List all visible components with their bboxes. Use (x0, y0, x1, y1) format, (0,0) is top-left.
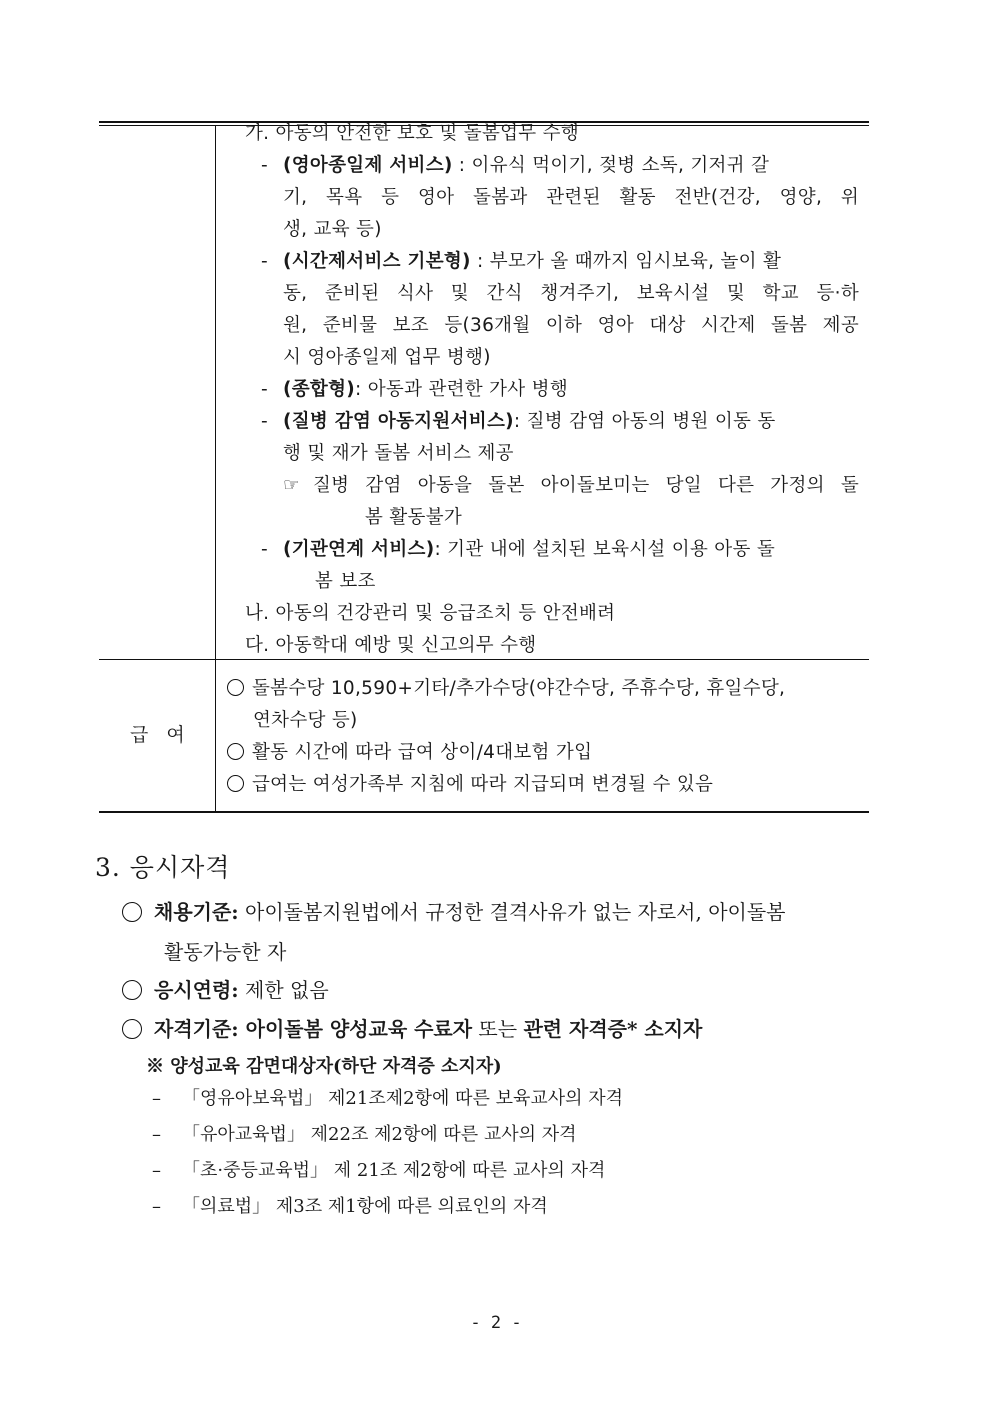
salary-label: 급 여 (130, 724, 191, 746)
sick-child-note-line: 봄 활동불가 (365, 507, 463, 528)
criteria-label: 자격기준: 아이돌봄 양성교육 수료자 (154, 1017, 473, 1041)
criteria-label: 응시연령: (154, 978, 239, 1002)
item-title: (기관연계 서비스) (283, 539, 435, 560)
sick-child-note: 질병 감염 아동을 돌본 아이돌보미는 당일 다른 가정의 돌 (313, 475, 859, 496)
qual-dash: – (152, 1160, 161, 1181)
qualification-item: 「초·중등교육법」 제 21조 제2항에 따른 교사의 자격 (182, 1160, 606, 1181)
pointing-hand-icon: ☞ (283, 475, 300, 496)
duty-da: 다. 아동학대 예방 및 신고의무 수행 (245, 635, 537, 656)
duty-item-line: 생, 교육 등) (283, 219, 382, 240)
table-bottom-border (99, 811, 869, 813)
duty-item-hourly-basic (283, 246, 781, 278)
item-title: (종합형) (283, 379, 356, 400)
duty-item-institution (283, 534, 775, 566)
duty-item-line: 동, 준비된 식사 및 간식 챙겨주기, 보육시설 및 학교 등·하 (283, 283, 859, 304)
qual-dash: – (152, 1196, 161, 1217)
salary-text: 급여는 여성가족부 지침에 따라 지급되며 변경될 수 있음 (252, 774, 714, 795)
duty-item-line: 시 영아종일제 업무 병행) (283, 347, 491, 368)
salary-text: 돌봄수당 10,590+기타/추가수당(야간수당, 주휴수당, 휴일수당, (252, 678, 786, 699)
duty-item-line: 행 및 재가 돌봄 서비스 제공 (283, 443, 514, 464)
section-title: 3. 응시자격 (95, 853, 231, 882)
page-number: - 2 - (470, 1313, 522, 1333)
duty-item-sick-child (283, 406, 776, 438)
dash-marker: - (261, 539, 268, 560)
criteria-text: 제한 없음 (238, 978, 329, 1002)
circle-bullet-icon (227, 775, 244, 792)
item-text: : 아동과 관련한 가사 병행 (355, 379, 568, 400)
criteria-hiring (122, 892, 786, 932)
item-text: : 기관 내에 설치된 보육시설 이용 아동 돌 (434, 539, 775, 560)
dash-marker: - (261, 251, 268, 272)
item-text: : 질병 감염 아동의 병원 이동 동 (513, 411, 776, 432)
circle-bullet-icon (227, 743, 244, 760)
salary-text: 활동 시간에 따라 급여 상이/4대보험 가입 (252, 742, 593, 763)
criteria-age (122, 970, 329, 1010)
qualification-item: 「영유아보육법」 제21조제2항에 따른 보육교사의 자격 (182, 1088, 624, 1109)
criteria-text-bold: 관련 자격증* 소지자 (523, 1017, 703, 1041)
item-title: (시간제서비스 기본형) (283, 251, 471, 272)
qual-dash: – (152, 1088, 161, 1109)
exemption-note: ※ 양성교육 감면대상자(하단 자격증 소지자) (146, 1056, 502, 1077)
salary-line-3 (227, 769, 713, 801)
salary-line-1 (227, 673, 785, 705)
duty-item-infant-fulltime (283, 150, 769, 182)
item-title: (질병 감염 아동지원서비스) (283, 411, 514, 432)
item-text: : 이유식 먹이기, 젖병 소독, 기저귀 갈 (452, 155, 770, 176)
duty-na: 나. 아동의 건강관리 및 응급조치 등 안전배려 (245, 603, 616, 624)
qualification-item: 「의료법」 제3조 제1항에 따른 의료인의 자격 (182, 1196, 548, 1217)
criteria-text: 아이돌봄지원법에서 규정한 결격사유가 없는 자로서, 아이돌봄 (238, 900, 786, 924)
qualification-item: 「유아교육법」 제22조 제2항에 따른 교사의 자격 (182, 1124, 577, 1145)
item-title: (영아종일제 서비스) (283, 155, 453, 176)
dash-marker: - (261, 411, 268, 432)
circle-bullet-icon (122, 902, 142, 922)
duty-item-comprehensive (283, 374, 568, 406)
item-text: : 부모가 올 때까지 임시보육, 놀이 활 (470, 251, 782, 272)
table-column-divider (215, 125, 216, 813)
salary-line-1b: 연차수당 등) (253, 710, 358, 731)
duty-item-line: 기, 목욕 등 영아 돌봄과 관련된 활동 전반(건강, 영양, 위 (283, 187, 859, 208)
criteria-qualification (122, 1009, 702, 1049)
criteria-label: 채용기준: (154, 900, 239, 924)
criteria-text: 또는 (472, 1017, 524, 1041)
salary-line-2 (227, 737, 592, 769)
qual-dash: – (152, 1124, 161, 1145)
duty-ga: 가. 아동의 안전한 보호 및 돌봄업무 수행 (245, 123, 580, 144)
circle-bullet-icon (227, 679, 244, 696)
duty-item-line: 봄 보조 (315, 571, 376, 592)
dash-marker: - (261, 379, 268, 400)
duty-item-line: 원, 준비물 보조 등(36개월 이하 영아 대상 시간제 돌봄 제공 (283, 315, 859, 336)
circle-bullet-icon (122, 980, 142, 1000)
circle-bullet-icon (122, 1019, 142, 1039)
dash-marker: - (261, 155, 268, 176)
criteria-hiring-line2: 활동가능한 자 (164, 940, 287, 964)
duties-salary-table (99, 121, 869, 813)
